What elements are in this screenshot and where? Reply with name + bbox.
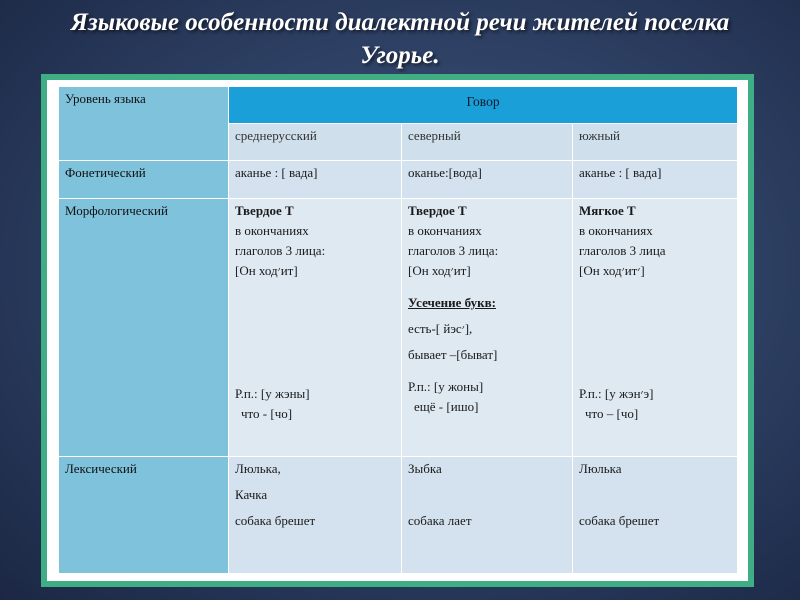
morph-central-line3: [Он ход׳ит] <box>235 263 298 278</box>
lexical-northern <box>402 457 573 574</box>
morph-central-line2: глаголов 3 лица: <box>235 243 326 258</box>
morph-northern-line1: в окончаниях <box>408 223 482 238</box>
morph-southern-line1: в окончаниях <box>579 223 653 238</box>
lexical-central-2: Качка <box>235 487 268 502</box>
title-line-1: Языковые особенности диалектной речи жителей поселка <box>70 9 730 36</box>
lexical-southern-2: собака брешет <box>579 513 660 528</box>
header-central: среднерусский <box>229 124 402 161</box>
lexical-southern-1: Люлька <box>579 461 622 476</box>
header-level: Уровень языка <box>59 87 229 161</box>
title-line-2: Угорье. <box>360 42 440 69</box>
morph-northern-trunc-1: есть-[ йэс׳], <box>408 321 473 336</box>
morph-northern-truncation: Усечение букв: <box>408 295 496 310</box>
lexical-central <box>229 457 402 574</box>
morph-northern-line2: глаголов 3 лица: <box>408 243 499 258</box>
morph-northern-rp: Р.п.: [у жоны] <box>408 379 484 394</box>
table-frame <box>41 74 754 587</box>
row-label-morph: Морфологический <box>59 199 229 457</box>
lexical-southern <box>573 457 738 574</box>
phonetic-northern: оканье:[вода] <box>402 161 573 199</box>
morph-northern-trunc-2: бывает –[быват] <box>408 347 498 362</box>
morph-central-line1: в окончаниях <box>235 223 309 238</box>
slide-title <box>0 6 800 72</box>
morph-southern-head: Мягкое Т <box>579 203 636 218</box>
morph-southern-rp: Р.п.: [у жэн׳э] <box>579 386 654 401</box>
morph-northern-head: Твердое Т <box>408 203 467 218</box>
lexical-central-3: собака брешет <box>235 513 316 528</box>
dialect-table <box>58 86 738 574</box>
morph-northern-line3: [Он ход׳ит] <box>408 263 471 278</box>
lexical-northern-1: Зыбка <box>408 461 442 476</box>
morph-southern <box>573 199 738 457</box>
morph-southern-line2: глаголов 3 лица <box>579 243 666 258</box>
morph-southern-chto: что – [чо] <box>585 406 639 421</box>
lexical-northern-2: собака лает <box>408 513 472 528</box>
morph-central <box>229 199 402 457</box>
morph-central-head: Твердое Т <box>235 203 294 218</box>
header-northern: северный <box>402 124 573 161</box>
table-background <box>47 80 748 581</box>
row-label-phonetic: Фонетический <box>59 161 229 199</box>
phonetic-central: аканье : [ вада] <box>229 161 402 199</box>
lexical-central-1: Люлька, <box>235 461 281 476</box>
morph-central-rp: Р.п.: [у жэны] <box>235 386 310 401</box>
header-govor: Говор <box>229 87 738 124</box>
morph-northern <box>402 199 573 457</box>
morph-northern-eshche: ещё - [ишо] <box>414 399 479 414</box>
header-southern: южный <box>573 124 738 161</box>
morph-central-chto: что - [чо] <box>241 406 293 421</box>
phonetic-southern: аканье : [ вада] <box>573 161 738 199</box>
morph-southern-line3: [Он ход׳ит׳] <box>579 263 645 278</box>
row-label-lexical: Лексический <box>59 457 229 574</box>
